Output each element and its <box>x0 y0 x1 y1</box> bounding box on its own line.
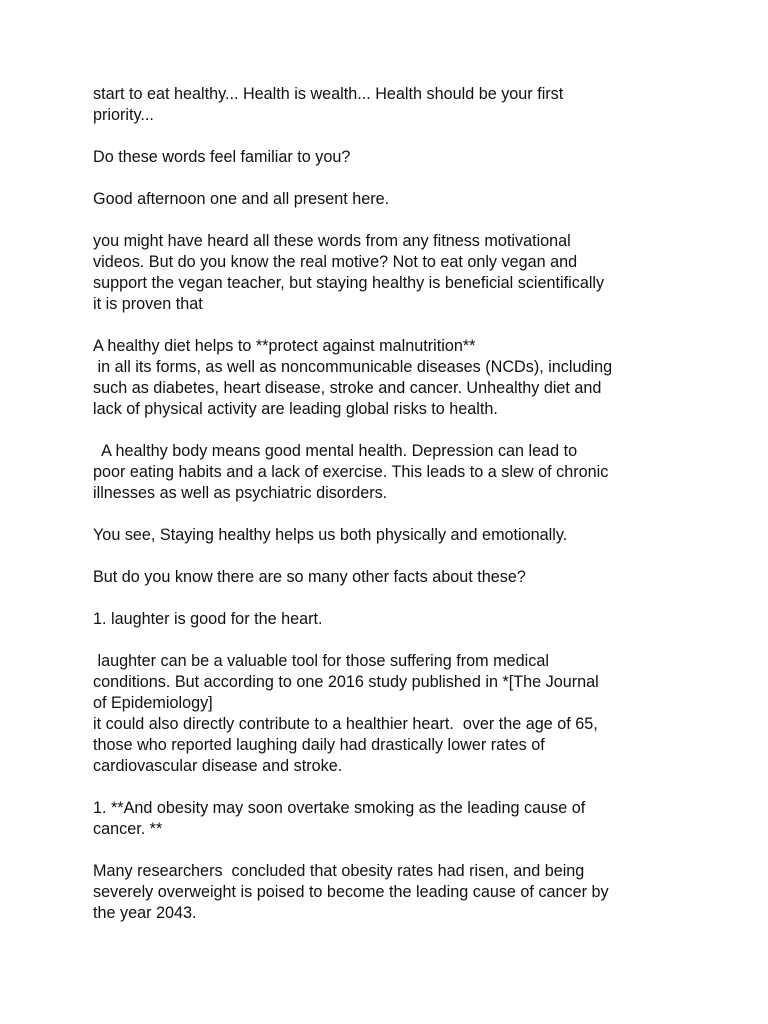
paragraph-mental-health <box>93 441 678 504</box>
text-line: illnesses as well as psychiatric disorders. <box>93 484 388 502</box>
text-line: A healthy diet helps to **protect against malnutrition** <box>93 337 476 355</box>
text-line: Good afternoon one and all present here. <box>93 190 390 208</box>
text-line: Do these words feel familiar to you? <box>93 148 351 166</box>
text-line: You see, Staying healthy helps us both physically and emotionally. <box>93 526 568 544</box>
text-line: of Epidemiology] <box>93 694 213 712</box>
text-line: cardiovascular disease and stroke. <box>93 757 343 775</box>
paragraph-fact-laughter-body <box>93 651 678 777</box>
paragraph-physically-emotionally <box>93 525 678 546</box>
text-line: 1. laughter is good for the heart. <box>93 610 323 628</box>
text-line: lack of physical activity are leading global risks to health. <box>93 400 498 418</box>
text-line: A healthy body means good mental health. Depression can lead to <box>93 442 578 460</box>
text-line: start to eat healthy... Health is wealth... Health should be your first <box>93 85 564 103</box>
text-line: such as diabetes, heart disease, stroke and cancer. Unhealthy diet and <box>93 379 602 397</box>
text-line: support the vegan teacher, but staying healthy is beneficial scientifically <box>93 274 605 292</box>
paragraph-greeting <box>93 189 678 210</box>
paragraph-fact-obesity-heading <box>93 798 678 840</box>
text-line: Many researchers concluded that obesity rates had risen, and being <box>93 862 585 880</box>
paragraph-question <box>93 147 678 168</box>
text-line: severely overweight is poised to become the leading cause of cancer by <box>93 883 609 901</box>
text-line: priority... <box>93 106 154 124</box>
text-line: But do you know there are so many other facts about these? <box>93 568 526 586</box>
text-line: poor eating habits and a lack of exercise. This leads to a slew of chronic <box>93 463 609 481</box>
text-line: conditions. But according to one 2016 study published in *[The Journal <box>93 673 599 691</box>
text-line: those who reported laughing daily had drastically lower rates of <box>93 736 545 754</box>
text-line: 1. **And obesity may soon overtake smoking as the leading cause of <box>93 799 586 817</box>
text-line: it could also directly contribute to a healthier heart. over the age of 65, <box>93 715 598 733</box>
paragraph-other-facts <box>93 567 678 588</box>
text-line: it is proven that <box>93 295 203 313</box>
paragraph-fact-laughter-heading <box>93 609 678 630</box>
paragraph-fact-obesity-body <box>93 861 678 924</box>
paragraph-healthy-diet <box>93 336 678 420</box>
paragraph-intro <box>93 84 678 126</box>
text-line: the year 2043. <box>93 904 197 922</box>
paragraph-motive <box>93 231 678 315</box>
text-line: cancer. ** <box>93 820 163 838</box>
text-line: in all its forms, as well as noncommunicable diseases (NCDs), including <box>93 358 613 376</box>
text-line: laughter can be a valuable tool for those suffering from medical <box>93 652 549 670</box>
text-line: videos. But do you know the real motive? Not to eat only vegan and <box>93 253 578 271</box>
text-line: you might have heard all these words from any fitness motivational <box>93 232 571 250</box>
